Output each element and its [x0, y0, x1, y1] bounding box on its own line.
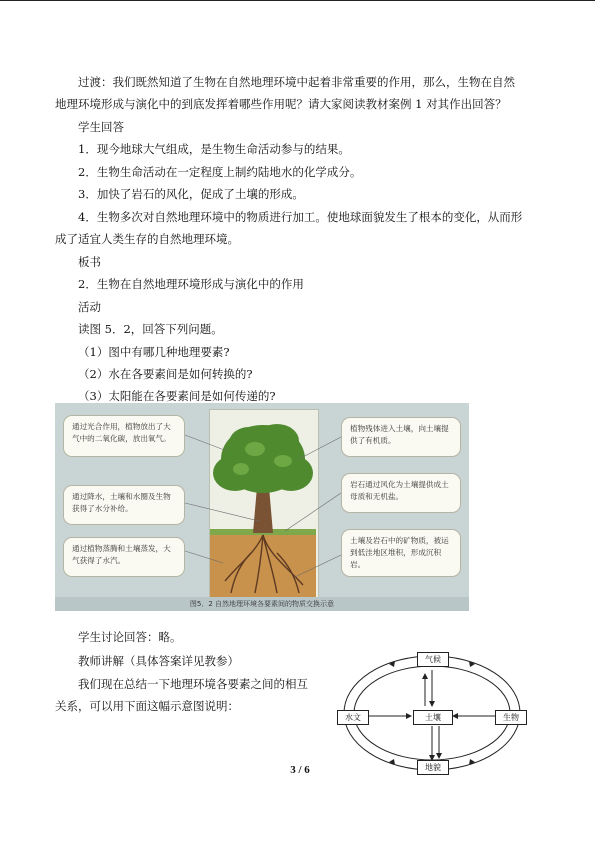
- answer-item-3: 3．加快了岩石的风化，促成了土壤的形成。: [78, 187, 304, 201]
- node-hydrology: 水文: [337, 710, 369, 725]
- activity-question-3: （3）太阳能在各要素间是如何传递的?: [78, 389, 276, 403]
- activity-question-2: （2）水在各要素间是如何转换的?: [78, 367, 253, 381]
- tree-foliage: [213, 424, 313, 493]
- answer-item-2: 2．生物生命活动在一定程度上制约陆地水的化学成分。: [78, 165, 362, 179]
- activity-question-1: （1）图中有哪几种地理要素?: [78, 345, 230, 359]
- student-discussion: 学生讨论回答：略。: [78, 630, 182, 644]
- tree-trunk: [253, 487, 273, 533]
- node-biology: 生物: [495, 710, 527, 725]
- note-sedimentation: 土壤及岩石中的矿物质，被运到低洼地区堆积，形成沉积岩。: [341, 529, 461, 577]
- answer-item-4-line1: 4．生物多次对自然地理环境中的物质进行加工。使地球面貌发生了根本的变化，从而形: [78, 210, 523, 224]
- answer-item-4-line2: 成了适宜人类生存的自然地理环境。: [55, 232, 239, 246]
- heading-blackboard: 板书: [78, 255, 101, 269]
- paragraph-transition-line1: 过渡：我们既然知道了生物在自然地理环境中起着非常重要的作用，那么，生物在自然: [78, 75, 515, 89]
- summary-line1: 我们现在总结一下地理环境各要素之间的相互: [78, 677, 308, 691]
- note-weathering: 岩石通过风化为土壤提供成土母质和无机盐。: [341, 473, 461, 513]
- blackboard-item-2: 2．生物在自然地理环境形成与演化中的作用: [78, 277, 304, 291]
- summary-line2: 关系，可以用下面这幅示意图说明：: [55, 699, 239, 713]
- activity-instruction: 读图 5．2，回答下列问题。: [78, 322, 223, 336]
- note-precipitation: 通过降水，土壤和水圈及生物获得了水分补给。: [63, 485, 185, 525]
- note-photosynthesis: 通过光合作用，植物放出了大气中的二氧化碳，放出氧气。: [63, 415, 185, 457]
- element-relationship-diagram: [337, 650, 527, 775]
- header-rule: [0, 0, 595, 1]
- figure-5-2: [55, 403, 469, 611]
- node-landform: 地貌: [417, 760, 449, 775]
- node-soil: 土壤: [413, 710, 453, 725]
- heading-activity: 活动: [78, 300, 101, 314]
- figure-caption: 图5．2 自然地理环境各要素间的物质交换示意: [55, 597, 469, 611]
- answer-item-1: 1．现今地球大气组成，是生物生命活动参与的结果。: [78, 142, 350, 156]
- heading-student-answer: 学生回答: [78, 120, 124, 134]
- node-climate: 气候: [417, 652, 449, 667]
- note-transpiration: 通过植物蒸腾和土壤蒸发，大气获得了水汽。: [63, 537, 185, 577]
- page-number: 3 / 6: [290, 764, 310, 776]
- paragraph-transition-line2: 地理环境形成与演化中的到底发挥着哪些作用呢？请大家阅读教材案例 1 对其作出回答？: [55, 97, 507, 111]
- teacher-explanation: 教师讲解（具体答案详见教参）: [78, 654, 239, 668]
- note-plant-residue: 植物残体进入土壤，向土壤提供了有机质。: [341, 417, 461, 457]
